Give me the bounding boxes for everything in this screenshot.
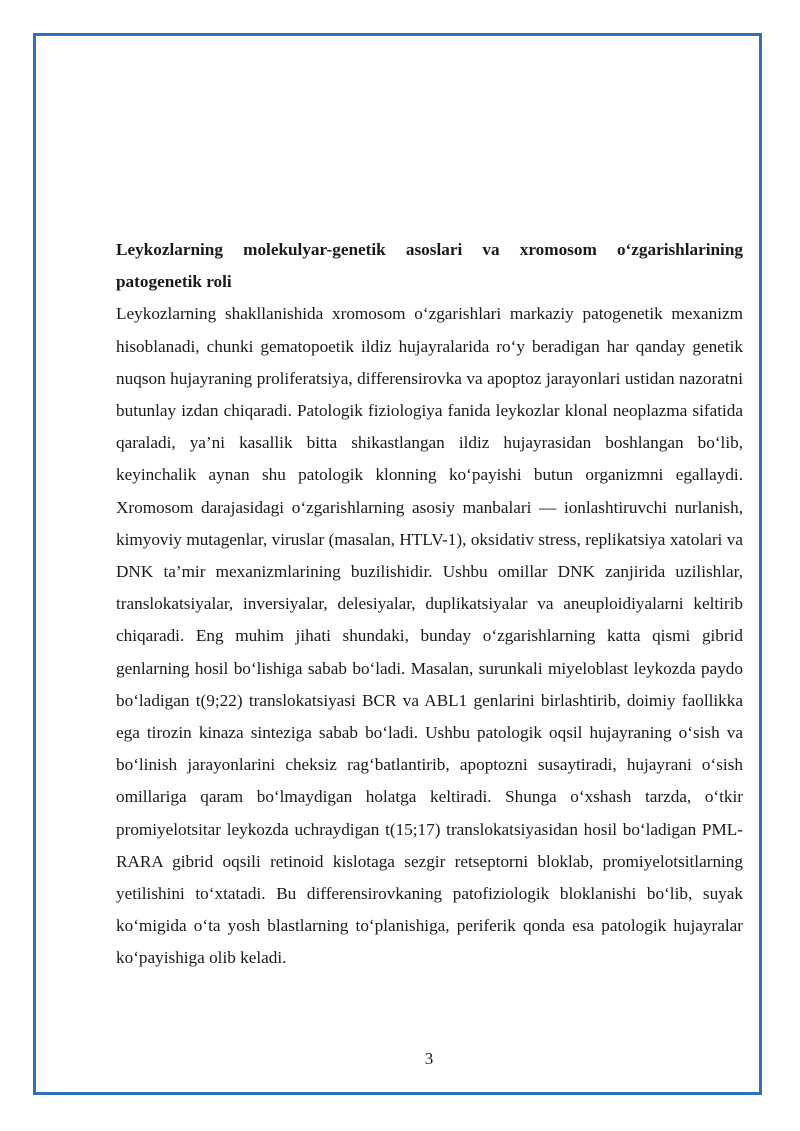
body-paragraph: Leykozlarning shakllanishida xromosom o‘zgarishlari markaziy patogenetik mexanizm hisoblanadi, chunki gematopoetik ildiz hujayralarida ro‘y beradigan har qanday genetik nuqson hujayraning proliferatsiya, differensirovka va apoptoz jarayonlari ustidan nazoratni butunlay izdan chiqaradi. Patologik fiziologiya fanida leykozlar klonal neoplazma sifatida qaraladi, ya’ni kasallik bitta shikastlangan ildiz hujayrasidan boshlangan bo‘lib, keyinchalik aynan shu patologik klonning ko‘payishi butun organizmni egallaydi. Xromosom darajasidagi o‘zgarishlarning asosiy manbalari — ionlashtiruvchi nurlanish, kimyoviy mutagenlar, viruslar (masalan, HTLV-1), oksidativ stress, replikatsiya xatolari va DNK ta’mir mexanizmlarining buzilishidir. Ushbu omillar DNK zanjirida uzilishlar, translokatsiyalar, inversiyalar, delesiyalar, duplikatsiyalar va aneuploidiyalarni keltirib chiqaradi. Eng muhim jihati shundaki, bunday o‘zgarishlarning katta qismi gibrid genlarning hosil bo‘lishiga sabab bo‘ladi. Masalan, surunkali miyeloblast leykozda paydo bo‘ladigan t(9;22) translokatsiyasi BCR va ABL1 genlarini birlashtirib, doimiy faollikka ega tirozin kinaza sinteziga sabab bo‘ladi. Ushbu patologik oqsil hujayraning o‘sish va bo‘linish jarayonlarini cheksiz rag‘batlantirib, apoptozni susaytiradi, hujayrani o‘sish omillariga qaram bo‘lmaydigan holatga keltiradi. Shunga o‘xshash tarzda, o‘tkir promiyelotsitar leykozda uchraydigan t(15;17) translokatsiyasidan hosil bo‘ladigan PML-RARA gibrid oqsili retinoid kislotaga sezgir retseptorni bloklab, promiyelotsitlarning yetilishini to‘xtatadi. Bu differensirovkaning patofiziologik bloklanishi bo‘lib, suyak ko‘migida o‘ta yosh blastlarning to‘planishiga, periferik qonda esa patologik hujayralar ko‘payishiga olib keladi. xyxy=(116,304,743,968)
page-number: 3 xyxy=(424,1049,434,1068)
section-heading: Leykozlarning molekulyar-genetik asoslari va xromosom o‘zgarishlarining patogenetik roli xyxy=(116,240,743,292)
document-content xyxy=(116,234,743,975)
